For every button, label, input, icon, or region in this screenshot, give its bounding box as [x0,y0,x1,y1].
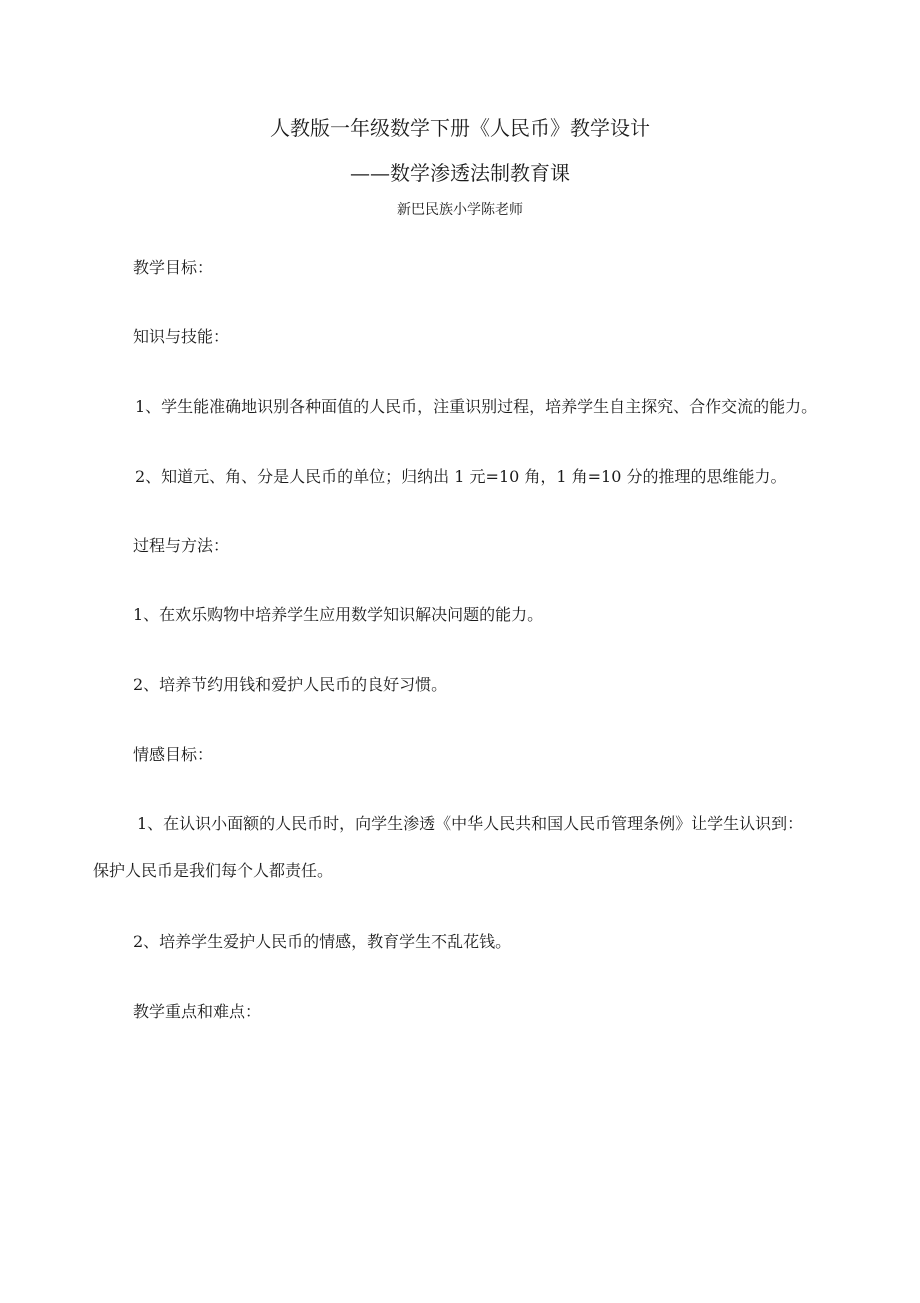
process-item-2: 2、培养节约用钱和爱护人民币的良好习惯。 [133,675,448,694]
keypoints-heading: 教学重点和难点： [133,1002,262,1021]
knowledge-heading: 知识与技能： [133,327,230,346]
document-subtitle: ——数学渗透法制教育课 [350,161,570,185]
emotion-heading: 情感目标： [133,745,214,764]
process-item-1: 1、在欢乐购物中培养学生应用数学知识解决问题的能力。 [133,605,544,624]
emotion-item-1: 1、在认识小面额的人民币时，向学生渗透《中华人民共和国人民币管理条例》让学生认识到： [137,814,804,833]
process-heading: 过程与方法： [133,536,230,555]
emotion-item-2: 2、培养学生爱护人民币的情感，教育学生不乱花钱。 [133,932,512,951]
goals-heading: 教学目标： [133,258,214,277]
document-title: 人教版一年级数学下册《人民币》教学设计 [270,116,650,140]
knowledge-item-2: 2、知道元、角、分是人民币的单位；归纳出 1 元=10 角，1 角=10 分的推理的思维能力。 [135,467,787,486]
knowledge-item-1: 1、学生能准确地识别各种面值的人民币，注重识别过程，培养学生自主探究、合作交流的能力。 [135,397,818,416]
document-author: 新巴民族小学陈老师 [397,202,523,218]
emotion-item-1-continued: 保护人民币是我们每个人都责任。 [93,861,334,880]
